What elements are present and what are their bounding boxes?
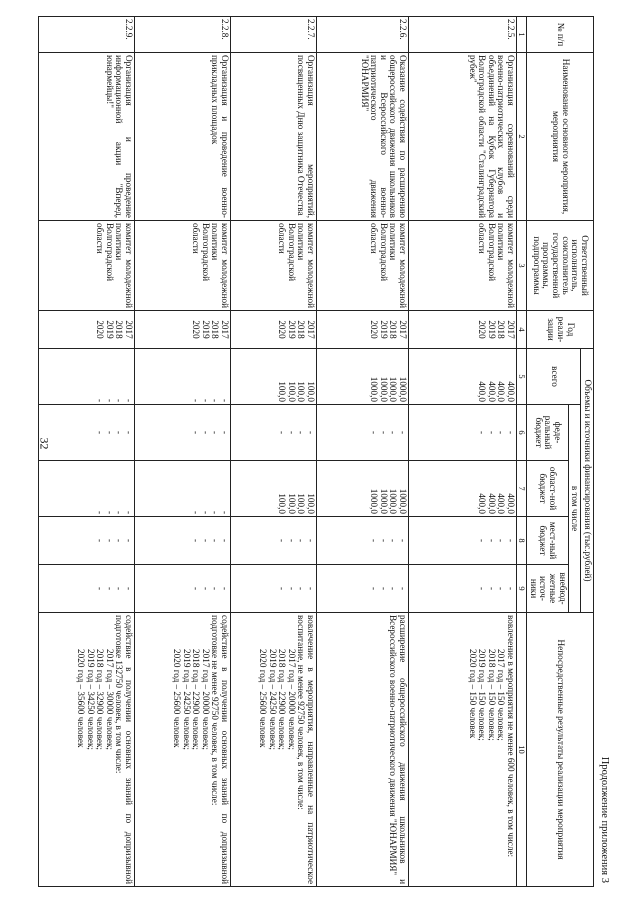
column-number-row (517, 17, 527, 887)
extrabudget (39, 565, 135, 613)
results-text: содействие в получении основных знаний по допризывной подготовке 132750 человек, в том числе: (114, 615, 135, 885)
years-value: 2019 (104, 320, 115, 339)
column-number: 5 (517, 349, 527, 405)
results-line: 2020 год – 25600 человек (257, 649, 268, 748)
years (231, 311, 317, 349)
local-value: - (378, 538, 389, 543)
years-value: 2017 (124, 320, 135, 339)
activity-name: Организация мероприятий, посвященных Дню защитника Отечества (231, 53, 317, 221)
years-value: 2019 (378, 320, 389, 339)
federal-value: - (277, 430, 288, 435)
federal-value: - (369, 430, 380, 435)
federal-value: - (477, 430, 488, 435)
regional-value: - (104, 510, 115, 514)
header-regional: област-ной бюджет (527, 461, 569, 517)
regional-value: 400,0 (506, 493, 517, 514)
results (409, 613, 517, 887)
years (317, 311, 409, 349)
years-value: 2017 (398, 320, 409, 339)
regional-value: 400,0 (496, 493, 507, 514)
years-value: 2018 (388, 320, 399, 339)
results-line: 2018 год – 22900 человек; (191, 649, 202, 750)
column-number: 2 (517, 53, 527, 221)
results-line: 2018 год – 22900 человек; (277, 649, 288, 750)
regional-value: - (114, 510, 125, 514)
years-value: 2017 (506, 320, 517, 339)
federal-value: - (306, 430, 317, 435)
header-federal: феде-ральный бюджет (527, 405, 569, 461)
row-number: 2.2.8. (135, 17, 231, 53)
regional (39, 461, 135, 517)
local-value: - (506, 538, 517, 543)
extrabudget-value: - (200, 586, 211, 591)
extrabudget-value: - (277, 586, 288, 591)
total (231, 349, 317, 405)
extrabudget (409, 565, 517, 613)
results-line: 2017 год – 150 человек; (496, 649, 507, 741)
regional-value: - (220, 510, 231, 514)
extrabudget-value: - (191, 586, 202, 591)
results-line: 2017 год – 20000 человек; (286, 649, 297, 750)
results-line: 2017 год – 30000 человек; (104, 649, 115, 750)
years-value: 2019 (200, 320, 211, 339)
executor: комитет молодежной политики Волгоградской области (39, 221, 135, 311)
local (135, 517, 231, 565)
column-number: 10 (517, 613, 527, 887)
local-value: - (210, 538, 221, 543)
years-value: 2018 (210, 320, 221, 339)
federal-value: - (506, 430, 517, 435)
years (135, 311, 231, 349)
regional (231, 461, 317, 517)
column-number: 8 (517, 517, 527, 565)
regional-value: - (124, 510, 135, 514)
total (135, 349, 231, 405)
table-row (231, 17, 317, 887)
years-value: 2018 (296, 320, 307, 339)
regional-value: 100,0 (277, 493, 288, 514)
header-name: Наименование основного мероприятия, мероприятия (527, 53, 594, 221)
local-value: - (477, 538, 488, 543)
extrabudget-value: - (506, 586, 517, 591)
extrabudget-value: - (210, 586, 221, 591)
local-value: - (296, 538, 307, 543)
regional (317, 461, 409, 517)
total-value: 1000,0 (388, 376, 399, 402)
local-value: - (114, 538, 125, 543)
header-local: мест-ный бюджет (527, 517, 569, 565)
extrabudget-value: - (486, 586, 497, 591)
total-value: - (114, 398, 125, 402)
regional (409, 461, 517, 517)
extrabudget-value: - (369, 586, 380, 591)
federal-value: - (114, 430, 125, 435)
federal-value: - (388, 430, 399, 435)
results-line: 2018 год – 32900 человек; (95, 649, 106, 750)
regional-value: 1000,0 (388, 488, 399, 514)
extrabudget-value: - (496, 586, 507, 591)
total-value: - (191, 398, 202, 402)
header-results: Непосредственные результаты реализации мероприятия (527, 613, 594, 887)
results-text: расширение общероссийского движения школьников и Всероссийского военно-патриотического движения "ЮНАРМИЯ" (388, 615, 409, 885)
results-line: 2017 год – 20000 человек; (200, 649, 211, 750)
row-number: 2.2.7. (231, 17, 317, 53)
results-line: 2019 год – 24250 человек; (267, 649, 278, 750)
regional-value: - (95, 510, 106, 514)
column-number: 7 (517, 461, 527, 517)
federal-value: - (378, 430, 389, 435)
results-line: 2019 год – 24250 человек; (181, 649, 192, 750)
executor: комитет молодежной политики Волгоградской области (317, 221, 409, 311)
local-value: - (220, 538, 231, 543)
header-financing: Объемы и источники финансирования (тыс.рублей) (581, 349, 594, 613)
extrabudget-value: - (306, 586, 317, 591)
local-value: - (306, 538, 317, 543)
local-value: - (496, 538, 507, 543)
executor: комитет молодежной политики Волгоградской области (409, 221, 517, 311)
regional-value: 1000,0 (378, 488, 389, 514)
years-value: 2017 (306, 320, 317, 339)
years-value: 2020 (477, 320, 488, 339)
local-value: - (398, 538, 409, 543)
appendix-caption: Продолжение приложения 3 (599, 756, 610, 883)
federal-value: - (210, 430, 221, 435)
table-row (39, 17, 135, 887)
local (231, 517, 317, 565)
federal-value: - (104, 430, 115, 435)
extrabudget-value: - (95, 586, 106, 591)
column-number: 9 (517, 565, 527, 613)
results-text: вовлечение в мероприятия не менее 600 человек, в том числе: (506, 615, 517, 858)
federal-value: - (286, 430, 297, 435)
years-value: 2020 (191, 320, 202, 339)
total (317, 349, 409, 405)
years-value: 2020 (369, 320, 380, 339)
years-value: 2017 (220, 320, 231, 339)
financing-table (38, 16, 594, 887)
federal-value: - (124, 430, 135, 435)
extrabudget-value: - (104, 586, 115, 591)
total-value: - (200, 398, 211, 402)
header-extrabudget: внебюд-жетные источ-ники (527, 565, 569, 613)
results-text: содействие в получении основных знаний по допризывной подготовке не менее 92750 человек, в том числе: (210, 615, 231, 885)
years (39, 311, 135, 349)
extrabudget-value: - (398, 586, 409, 591)
header-num: № п/п (527, 17, 594, 53)
table-row (317, 17, 409, 887)
regional-value: 1000,0 (369, 488, 380, 514)
regional-value: - (200, 510, 211, 514)
total (39, 349, 135, 405)
total-value: 400,0 (486, 381, 497, 402)
total-value: - (210, 398, 221, 402)
header-total: всего (527, 349, 581, 405)
results-line: 2018 год – 150 человек; (486, 649, 497, 741)
local-value: - (486, 538, 497, 543)
total-value: 1000,0 (378, 376, 389, 402)
table-row (409, 17, 517, 887)
federal-value: - (398, 430, 409, 435)
table-row (135, 17, 231, 887)
row-number: 2.2.6. (317, 17, 409, 53)
column-number: 6 (517, 405, 527, 461)
row-number: 2.2.5. (409, 17, 517, 53)
page-number: 32 (37, 437, 52, 450)
regional-value: 100,0 (306, 493, 317, 514)
column-number: 1 (517, 17, 527, 53)
extrabudget (317, 565, 409, 613)
local-value: - (286, 538, 297, 543)
regional-value: - (210, 510, 221, 514)
local (39, 517, 135, 565)
years-value: 2019 (286, 320, 297, 339)
total-value: 100,0 (286, 381, 297, 402)
activity-name: Организация и проведение военно-прикладных площадок (135, 53, 231, 221)
total-value: 400,0 (506, 381, 517, 402)
regional-value: 400,0 (486, 493, 497, 514)
extrabudget-value: - (220, 586, 231, 591)
regional-value: - (191, 510, 202, 514)
federal (231, 405, 317, 461)
results-line: 2020 год – 25600 человек (171, 649, 182, 748)
regional (135, 461, 231, 517)
federal-value: - (191, 430, 202, 435)
years-value: 2018 (496, 320, 507, 339)
total-value: 100,0 (277, 381, 288, 402)
total-value: 100,0 (296, 381, 307, 402)
total-value: 1000,0 (369, 376, 380, 402)
local-value: - (388, 538, 399, 543)
results-line: 2020 год – 150 человек (467, 649, 478, 739)
results (135, 613, 231, 887)
years-value: 2018 (114, 320, 125, 339)
federal-value: - (200, 430, 211, 435)
extrabudget-value: - (286, 586, 297, 591)
local-value: - (95, 538, 106, 543)
total-value: 400,0 (477, 381, 488, 402)
results-text: вовлечение в мероприятия, направленные на патриотическое воспитание, не менее 92750 человек, в том числе: (296, 615, 317, 885)
federal (135, 405, 231, 461)
column-number: 4 (517, 311, 527, 349)
local-value: - (124, 538, 135, 543)
extrabudget-value: - (296, 586, 307, 591)
total-value: 400,0 (496, 381, 507, 402)
federal (317, 405, 409, 461)
row-number: 2.2.9. (39, 17, 135, 53)
extrabudget-value: - (378, 586, 389, 591)
federal (409, 405, 517, 461)
results-line: 2020 год – 35600 человек (75, 649, 86, 748)
header-executor: Ответственный исполнитель, соисполнитель государственной программы, подпрограммы (527, 221, 594, 311)
local-value: - (369, 538, 380, 543)
regional-value: 1000,0 (398, 488, 409, 514)
rotated-document (30, 8, 610, 893)
activity-name: Оказание содействия по расширению общероссийского движения школьников и Всероссийского военно-патриотического движения "ЮНАРМИЯ" (317, 53, 409, 221)
executor: комитет молодежной политики Волгоградской области (231, 221, 317, 311)
extrabudget (231, 565, 317, 613)
extrabudget-value: - (124, 586, 135, 591)
total-value: - (124, 398, 135, 402)
years (409, 311, 517, 349)
total-value: - (220, 398, 231, 402)
local (317, 517, 409, 565)
extrabudget-value: - (114, 586, 125, 591)
regional-value: 400,0 (477, 493, 488, 514)
local-value: - (200, 538, 211, 543)
regional-value: 100,0 (286, 493, 297, 514)
total-value: - (95, 398, 106, 402)
results (231, 613, 317, 887)
results (39, 613, 135, 887)
results-line: 2019 год – 150 человек; (477, 649, 488, 741)
activity-name: Организация и проведение информационной акции "Вперед, юнармейцы!" (39, 53, 135, 221)
federal-value: - (296, 430, 307, 435)
federal-value: - (486, 430, 497, 435)
activity-name: Организация соревнований среди военно-патриотических клубов и объединений на Кубок Губернатора Волгоградской области "Сталинградский рубеж" (409, 53, 517, 221)
executor: комитет молодежной политики Волгоградской области (135, 221, 231, 311)
years-value: 2020 (277, 320, 288, 339)
regional-value: 100,0 (296, 493, 307, 514)
local (409, 517, 517, 565)
total-value: - (104, 398, 115, 402)
local-value: - (191, 538, 202, 543)
federal-value: - (95, 430, 106, 435)
results-line: 2019 год – 34250 человек; (85, 649, 96, 750)
years-value: 2020 (95, 320, 106, 339)
extrabudget-value: - (477, 586, 488, 591)
total-value: 100,0 (306, 381, 317, 402)
federal (39, 405, 135, 461)
column-number: 3 (517, 221, 527, 311)
extrabudget-value: - (388, 586, 399, 591)
local-value: - (277, 538, 288, 543)
total (409, 349, 517, 405)
local-value: - (104, 538, 115, 543)
federal-value: - (220, 430, 231, 435)
federal-value: - (496, 430, 507, 435)
years-value: 2019 (486, 320, 497, 339)
total-value: 1000,0 (398, 376, 409, 402)
header-year: Год реали-зации (527, 311, 594, 349)
extrabudget (135, 565, 231, 613)
header-including: в том числе (568, 405, 581, 613)
results (317, 613, 409, 887)
